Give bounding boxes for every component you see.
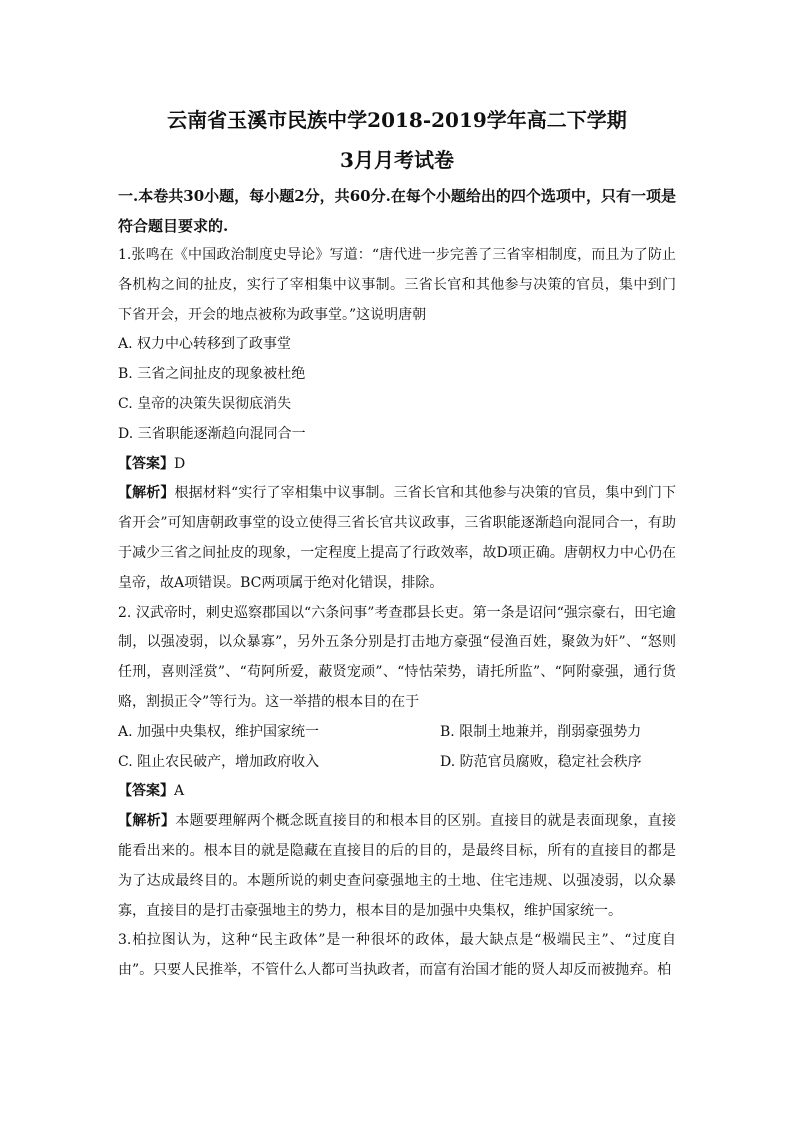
question-2-answer <box>118 777 676 807</box>
question-1-option-a: A. 权力中心转移到了政事堂 <box>118 336 292 353</box>
analysis-text: 根据材料“实行了宰相集中议事制。三省长官和其他参与决策的官员，集中到门下省开会”可知唐朝政事堂的设立使得三省长官共议政事，三省职能逐渐趋向混同合一，有助于减少三省之间扯皮的现象，一定程度上提高了行政效率，故D项正确。唐朝权力中心仍在皇帝，故A项错误。BC两项属于绝对化错误，排除。 <box>118 485 677 591</box>
question-2-option-c: C. 阻止农民破产，增加政府收入 <box>118 753 320 770</box>
question-1-option-b: B. 三省之间扯皮的现象被杜绝 <box>118 366 306 383</box>
question-1-answer <box>118 450 676 480</box>
question-2-option-d: D. 防范官员腐败，稳定社会秩序 <box>440 753 642 770</box>
exam-title: 云南省玉溪市民族中学2018-2019学年高二下学期 <box>167 108 627 132</box>
analysis-text: 本题要理解两个概念既直接目的和根本目的区别。直接目的就是表面现象，直接能看出来的。根本目的就是隐藏在直接目的后的目的，是最终目标，所有的直接目的都是为了达成最终目的。本题所说的刺史查问豪强地主的土地、住宅违规、以强凌弱，以众暴寡，直接目的是打击豪强地主的势力，根本目的是加强中央集权，维护国家统一。 <box>118 813 677 919</box>
question-3-stem: 3.柏拉图认为，这种“民主政体”是一种很坏的政体，最大缺点是“极端民主”、“过度自由”。只要人民推举，不管什么人都可当执政者，而富有治国才能的贤人却反而被抛弃。柏 <box>118 932 676 979</box>
analysis-tag: 【解析】 <box>118 813 176 830</box>
analysis-tag: 【解析】 <box>118 485 175 502</box>
answer-value: A <box>174 783 185 800</box>
question-2-option-b: B. 限制土地兼并，削弱豪强势力 <box>440 723 642 740</box>
answer-tag: 【答案】 <box>118 455 174 472</box>
question-1-option-c: C. 皇帝的决策失误彻底消失 <box>118 395 292 412</box>
question-2-options <box>118 718 676 778</box>
question-2-analysis <box>118 807 676 926</box>
question-2-stem: 2. 汉武帝时，刺史巡察郡国以“六条问事”考查郡县长吏。第一条是诏问“强宗豪右，田宅逾制，以强凌弱，以众暴寡”，另外五条分别是打击地方豪强“侵渔百姓，聚敛为奸”、“怒则任刑，喜则淫赏”、“苟阿所爱，蔽贤宠顽”、“恃怙荣势，请托所监”、“阿附豪强，通行货赂，割损正令”等行为。这一举措的根本目的在于 <box>118 604 676 710</box>
answer-value: D <box>174 455 186 472</box>
section-instructions: 一.本卷共30小题，每小题2分，共60分.在每个小题给出的四个选项中，只有一项是符合题目要求的. <box>118 187 676 235</box>
question-2-option-a: A. 加强中央集权，维护国家统一 <box>118 723 320 740</box>
answer-tag: 【答案】 <box>118 783 174 800</box>
exam-subtitle: 3月月考试卷 <box>340 148 454 172</box>
question-1-analysis <box>118 479 676 598</box>
page-content <box>118 100 676 986</box>
question-1-option-d: D. 三省职能逐渐趋向混同合一 <box>118 425 306 442</box>
question-1-stem: 1.张鸣在《中国政治制度史导论》写道：“唐代进一步完善了三省宰相制度，而且为了防止各机构之间的扯皮，实行了宰相集中议事制。三省长官和其他参与决策的官员，集中到门下省开会，开会的地点被称为政事堂。”这说明唐朝 <box>118 247 676 323</box>
